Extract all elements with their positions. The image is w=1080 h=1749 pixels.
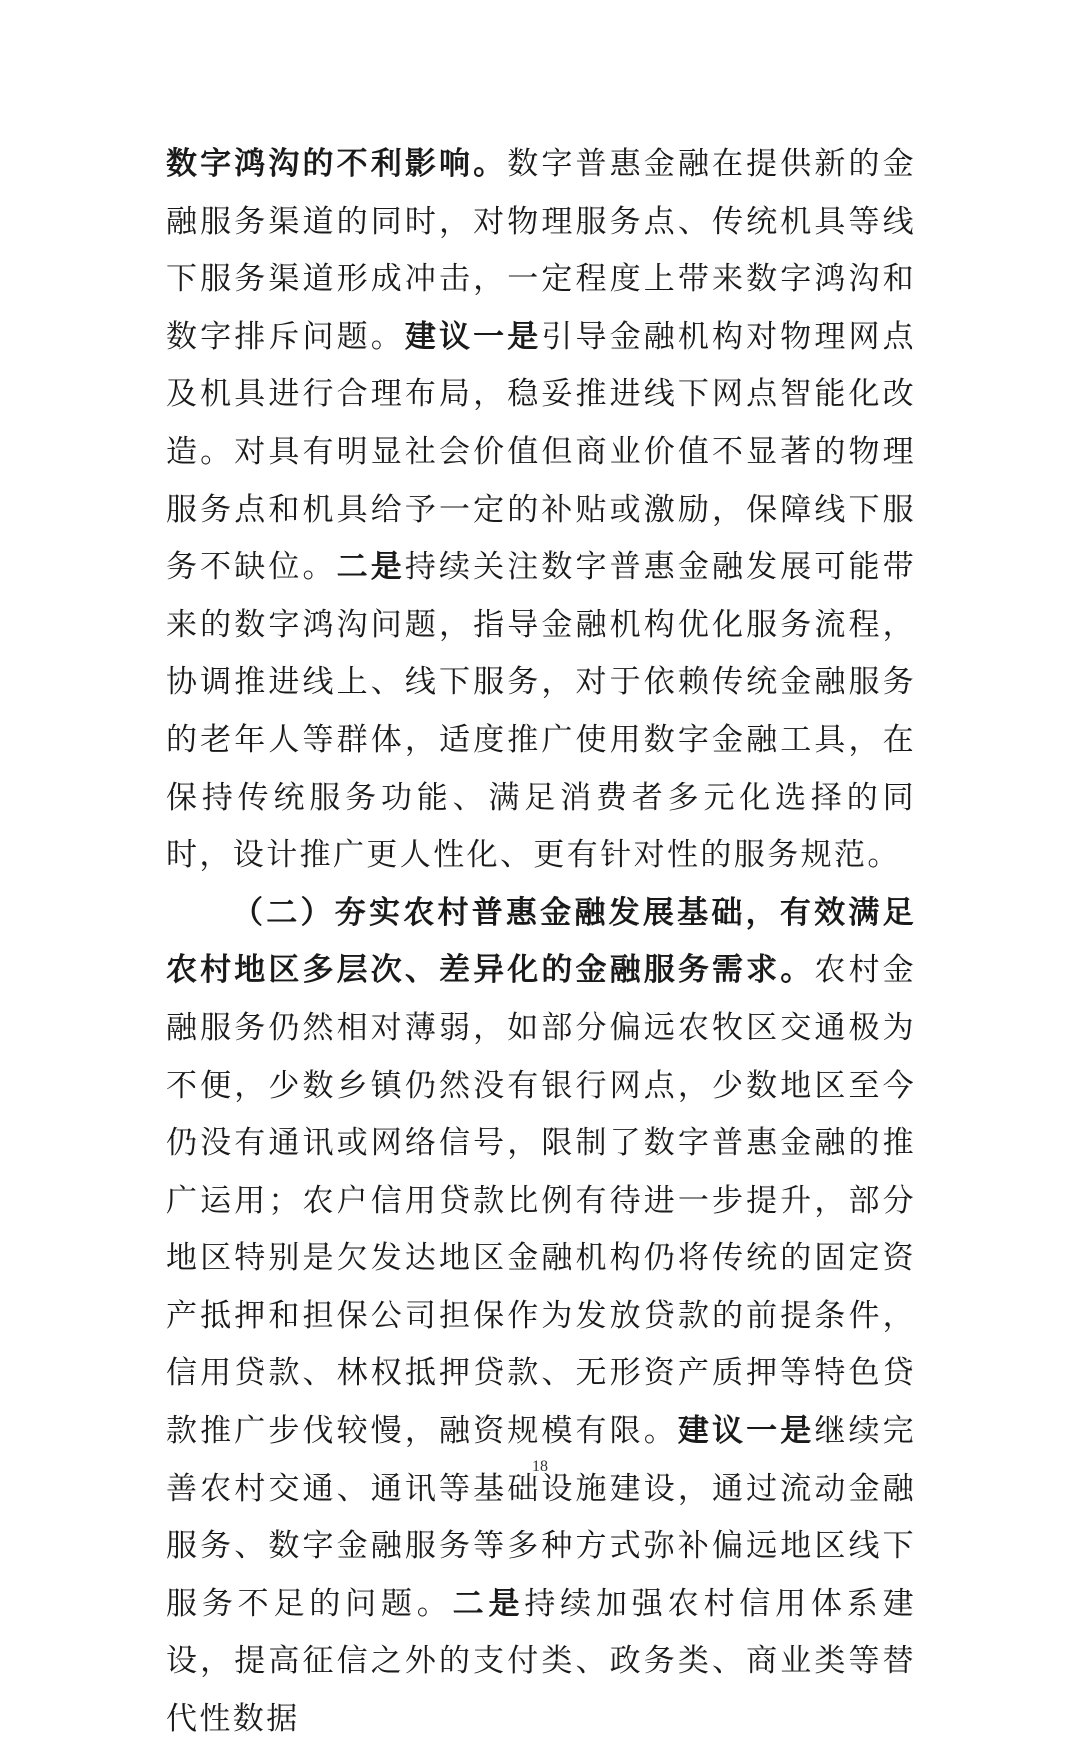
suggestion-label: 二是 [452,1585,525,1622]
paragraph-heading-text: 数字鸿沟的不利影响。 [166,146,508,182]
paragraph-text: 持续加强农村信用体系建设，提高征信之外的支付类、政务类、商业类等替代性数据 [166,1585,917,1738]
paragraph-rural-finance [166,885,916,1749]
paragraph-text: 继续完善农村交通、通讯等基础设施建设，通过流动金融服务、数字金融服务等多种方式弥补偏远地区线下服务不足的问题。 [166,1413,917,1622]
body-text [166,136,916,1749]
suggestion-label: 二是 [336,549,405,586]
paragraph-text: 持续关注数字普惠金融发展可能带来的数字鸿沟问题，指导金融机构优化服务流程，协调推进线上、线下服务，对于依赖传统金融服务的老年人等群体，适度推广使用数字金融工具，在保持传统服务功能、满足消费者多元化选择的同时，设计推广更人性化、更有针对性的服务规范。 [166,549,916,874]
section-heading: （二）夯实农村普惠金融发展基础，有效满足农村地区多层次、差异化的金融服务需求。 [166,894,916,989]
paragraph-text: 引导金融机构对物理网点及机具进行合理布局，稳妥推进线下网点智能化改造。对具有明显社会价值但商业价值不显著的物理服务点和机具给予一定的补贴或激励，保障线下服务不缺位。 [166,318,916,586]
suggestion-label: 建议一是 [404,318,542,355]
suggestion-label: 建议一是 [677,1413,815,1450]
paragraph-text: 农村金融服务仍然相对薄弱，如部分偏远农牧区交通极为不便，少数乡镇仍然没有银行网点，少数地区至今仍没有通讯或网络信号，限制了数字普惠金融的推广运用；农户信用贷款比例有待进一步提升，部分地区特别是欠发达地区金融机构仍将传统的固定资产抵押和担保公司担保作为发放贷款的前提条件，信用贷款、林权抵押贷款、无形资产质押等特色贷款推广步伐较慢，融资规模有限。 [166,952,916,1450]
paragraph-text: 数字普惠金融在提供新的金融服务渠道的同时，对物理服务点、传统机具等线下服务渠道形成冲击，一定程度上带来数字鸿沟和数字排斥问题。 [166,146,916,355]
page-number: 18 [532,1458,548,1475]
paragraph-digital-divide [166,136,916,885]
